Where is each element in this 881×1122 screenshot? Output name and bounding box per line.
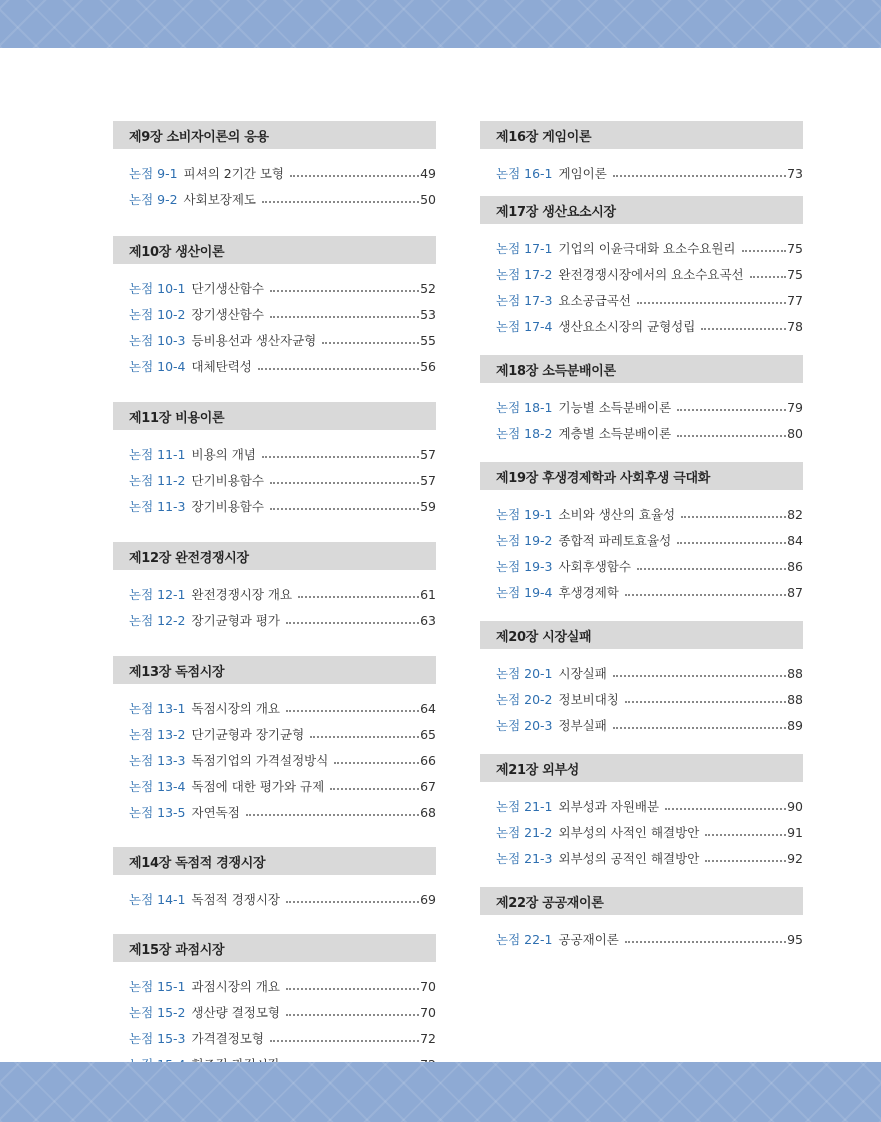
entry-code: 논점 13-2 [129,727,186,742]
entry-page-number: 55 [420,332,436,348]
chapter-header: 제10장 생산이론 [113,236,436,264]
entry-code: 논점 15-3 [129,1031,186,1046]
dot-leader [270,507,419,510]
entry-title: 외부성의 공적인 해결방안 [558,851,700,866]
dot-leader [270,1039,419,1042]
entry-title: 시장실패 [558,666,607,681]
chapter-entry-list [480,394,803,446]
entry-title: 소비와 생산의 효율성 [558,507,676,522]
dot-leader [334,761,419,764]
entry-title: 장기생산함수 [191,307,264,322]
toc-entry[interactable] [480,845,803,871]
dot-leader [246,813,419,816]
toc-entry[interactable] [480,287,803,313]
chapter-entry-list [113,695,436,825]
chapter-header: 제22장 공공재이론 [480,887,803,915]
dot-leader [701,327,786,330]
dot-leader [677,408,786,411]
dot-leader [742,249,787,252]
entry-page-number: 86 [787,558,803,574]
toc-entry[interactable] [113,327,436,353]
toc-entry[interactable] [113,721,436,747]
entry-page-number: 57 [420,472,436,488]
chapter-header: 제15장 과점시장 [113,934,436,962]
chapter-header: 제14장 독점적 경쟁시장 [113,847,436,875]
entry-code: 논점 17-2 [496,267,553,282]
dot-leader [613,726,786,729]
toc-entry[interactable] [480,926,803,952]
toc-entry[interactable] [113,695,436,721]
chapter-entry-list [113,581,436,633]
entry-code: 논점 11-1 [129,447,186,462]
entry-code: 논점 18-1 [496,400,553,415]
entry-title: 요소공급곡선 [558,293,631,308]
entry-title: 장기비용함수 [191,499,264,514]
chapter-header: 제13장 독점시장 [113,656,436,684]
entry-code: 논점 13-5 [129,805,186,820]
entry-code: 논점 12-2 [129,613,186,628]
entry-code: 논점 21-2 [496,825,553,840]
dot-leader [625,593,786,596]
entry-code: 논점 13-4 [129,779,186,794]
dot-leader [262,455,419,458]
dot-leader [705,859,786,862]
dot-leader [286,987,419,990]
entry-code: 논점 20-1 [496,666,553,681]
entry-code: 논점 9-1 [129,166,178,181]
entry-page-number: 59 [420,498,436,514]
entry-page-number: 66 [420,752,436,768]
chapter-entry-list [113,160,436,212]
entry-code: 논점 10-3 [129,333,186,348]
toc-entry[interactable] [113,301,436,327]
entry-page-number: 88 [787,665,803,681]
entry-title: 완전경쟁시장 개요 [191,587,293,602]
top-decorative-band [0,0,881,48]
entry-title: 피셔의 2기간 모형 [183,166,284,181]
entry-code: 논점 11-2 [129,473,186,488]
dot-leader [705,833,786,836]
entry-code: 논점 11-3 [129,499,186,514]
toc-entry[interactable] [480,313,803,339]
entry-title: 독점기업의 가격설정방식 [191,753,329,768]
toc-entry[interactable] [113,886,436,912]
entry-page-number: 77 [787,292,803,308]
dot-leader [625,700,786,703]
dot-leader [310,735,419,738]
entry-page-number: 61 [420,586,436,602]
entry-page-number: 75 [787,240,803,256]
chapter-entry-list [480,235,803,339]
chapter-header: 제11장 비용이론 [113,402,436,430]
entry-page-number: 91 [787,824,803,840]
entry-code: 논점 10-2 [129,307,186,322]
entry-code: 논점 13-1 [129,701,186,716]
chapter-header: 제9장 소비자이론의 응용 [113,121,436,149]
entry-page-number: 52 [420,280,436,296]
entry-page-number: 79 [787,399,803,415]
entry-code: 논점 19-2 [496,533,553,548]
entry-page-number: 63 [420,612,436,628]
dot-leader [262,200,419,203]
entry-page-number: 57 [420,446,436,462]
chapter-entry-list [480,160,803,186]
entry-page-number: 56 [420,358,436,374]
chapter-entry-list [480,793,803,871]
entry-page-number: 70 [420,978,436,994]
entry-page-number: 64 [420,700,436,716]
entry-code: 논점 9-2 [129,192,178,207]
dot-leader [286,1013,419,1016]
toc-entry[interactable] [113,799,436,825]
entry-code: 논점 19-1 [496,507,553,522]
entry-code: 논점 10-4 [129,359,186,374]
entry-code: 논점 19-4 [496,585,553,600]
entry-code: 논점 16-1 [496,166,553,181]
entry-title: 외부성과 자원배분 [558,799,660,814]
chapter-header: 제17장 생산요소시장 [480,196,803,224]
entry-page-number: 68 [420,804,436,820]
chapter-header: 제21장 외부성 [480,754,803,782]
entry-page-number: 95 [787,931,803,947]
entry-title: 완전경쟁시장에서의 요소수요곡선 [558,267,744,282]
toc-entry[interactable] [113,441,436,467]
toc-entry[interactable] [113,607,436,633]
entry-page-number: 80 [787,425,803,441]
entry-code: 논점 19-3 [496,559,553,574]
entry-title: 자연독점 [191,805,240,820]
entry-title: 게임이론 [558,166,607,181]
dot-leader [322,341,419,344]
toc-entry[interactable] [113,467,436,493]
chapter-entry-list [480,926,803,952]
toc-entry[interactable] [113,581,436,607]
entry-title: 종합적 파레토효율성 [558,533,672,548]
dot-leader [270,481,419,484]
chapter-header: 제18장 소득분배이론 [480,355,803,383]
entry-page-number: 67 [420,778,436,794]
entry-title: 독점시장의 개요 [191,701,280,716]
entry-title: 외부성의 사적인 해결방안 [558,825,700,840]
entry-code: 논점 15-2 [129,1005,186,1020]
entry-page-number: 73 [787,165,803,181]
entry-page-number: 84 [787,532,803,548]
entry-title: 장기균형과 평가 [191,613,280,628]
toc-entry[interactable] [480,160,803,186]
entry-code: 논점 12-1 [129,587,186,602]
chapter-entry-list [113,441,436,519]
entry-page-number: 88 [787,691,803,707]
toc-entry[interactable] [113,1025,436,1051]
dot-leader [665,807,786,810]
chapter-entry-list [113,275,436,379]
entry-code: 논점 20-2 [496,692,553,707]
dot-leader [286,900,419,903]
dot-leader [298,595,419,598]
entry-code: 논점 21-3 [496,851,553,866]
entry-title: 독점적 경쟁시장 [191,892,280,907]
toc-entry[interactable] [480,660,803,686]
dot-leader [330,787,419,790]
entry-title: 독점에 대한 평가와 규제 [191,779,325,794]
chapter-header: 제16장 게임이론 [480,121,803,149]
toc-entry[interactable] [480,420,803,446]
toc-left-column [113,121,436,1077]
chapter-header: 제19장 후생경제학과 사회후생 극대화 [480,462,803,490]
dot-leader [677,434,786,437]
toc-entry[interactable] [480,793,803,819]
entry-page-number: 90 [787,798,803,814]
dot-leader [681,515,786,518]
entry-code: 논점 18-2 [496,426,553,441]
chapter-entry-list [113,886,436,912]
dot-leader [625,940,786,943]
toc-entry[interactable] [480,235,803,261]
toc-entry[interactable] [480,579,803,605]
entry-page-number: 82 [787,506,803,522]
entry-title: 단기생산함수 [191,281,264,296]
dot-leader [258,367,419,370]
entry-page-number: 87 [787,584,803,600]
toc-entry[interactable] [113,353,436,379]
toc-entry[interactable] [480,712,803,738]
entry-code: 논점 21-1 [496,799,553,814]
entry-page-number: 53 [420,306,436,322]
toc-entry[interactable] [113,275,436,301]
dot-leader [750,275,786,278]
dot-leader [290,174,419,177]
toc-entry[interactable] [480,527,803,553]
toc-right-column [480,121,803,952]
entry-title: 단기균형과 장기균형 [191,727,305,742]
entry-title: 정부실패 [558,718,607,733]
entry-page-number: 89 [787,717,803,733]
entry-title: 사회보장제도 [183,192,256,207]
toc-entry[interactable] [480,261,803,287]
toc-entry[interactable] [480,394,803,420]
bottom-decorative-band [0,1062,881,1122]
dot-leader [286,709,419,712]
dot-leader [637,301,786,304]
dot-leader [286,621,419,624]
toc-entry[interactable] [480,501,803,527]
chapter-header: 제12장 완전경쟁시장 [113,542,436,570]
toc-entry[interactable] [113,186,436,212]
entry-page-number: 92 [787,850,803,866]
entry-page-number: 78 [787,318,803,334]
toc-entry[interactable] [480,819,803,845]
entry-title: 공공재이론 [558,932,619,947]
chapter-entry-list [480,660,803,738]
entry-page-number: 49 [420,165,436,181]
entry-page-number: 70 [420,1004,436,1020]
entry-page-number: 50 [420,191,436,207]
toc-entry[interactable] [113,973,436,999]
entry-title: 후생경제학 [558,585,619,600]
dot-leader [677,541,786,544]
entry-code: 논점 14-1 [129,892,186,907]
entry-code: 논점 13-3 [129,753,186,768]
entry-code: 논점 22-1 [496,932,553,947]
entry-code: 논점 17-3 [496,293,553,308]
entry-title: 비용의 개념 [191,447,256,462]
toc-entry[interactable] [113,160,436,186]
dot-leader [613,674,786,677]
toc-entry[interactable] [113,747,436,773]
entry-title: 생산요소시장의 균형성립 [558,319,696,334]
entry-code: 논점 17-4 [496,319,553,334]
entry-title: 과점시장의 개요 [191,979,280,994]
entry-code: 논점 10-1 [129,281,186,296]
entry-title: 생산량 결정모형 [191,1005,280,1020]
entry-code: 논점 15-1 [129,979,186,994]
entry-page-number: 65 [420,726,436,742]
toc-entry[interactable] [480,553,803,579]
dot-leader [613,174,786,177]
entry-title: 단기비용함수 [191,473,264,488]
chapter-header: 제20장 시장실패 [480,621,803,649]
entry-title: 정보비대칭 [558,692,619,707]
dot-leader [270,315,419,318]
toc-entry[interactable] [113,493,436,519]
entry-page-number: 75 [787,266,803,282]
entry-title: 기업의 이윤극대화 요소수요원리 [558,241,736,256]
entry-page-number: 69 [420,891,436,907]
entry-title: 계층별 소득분배이론 [558,426,672,441]
entry-page-number: 72 [420,1030,436,1046]
entry-title: 등비용선과 생산자균형 [191,333,317,348]
dot-leader [637,567,786,570]
dot-leader [270,289,419,292]
entry-title: 기능별 소득분배이론 [558,400,672,415]
chapter-entry-list [480,501,803,605]
entry-title: 가격결정모형 [191,1031,264,1046]
toc-entry[interactable] [113,773,436,799]
entry-code: 논점 17-1 [496,241,553,256]
entry-title: 대체탄력성 [191,359,252,374]
entry-code: 논점 20-3 [496,718,553,733]
toc-entry[interactable] [113,999,436,1025]
toc-entry[interactable] [480,686,803,712]
entry-title: 사회후생함수 [558,559,631,574]
